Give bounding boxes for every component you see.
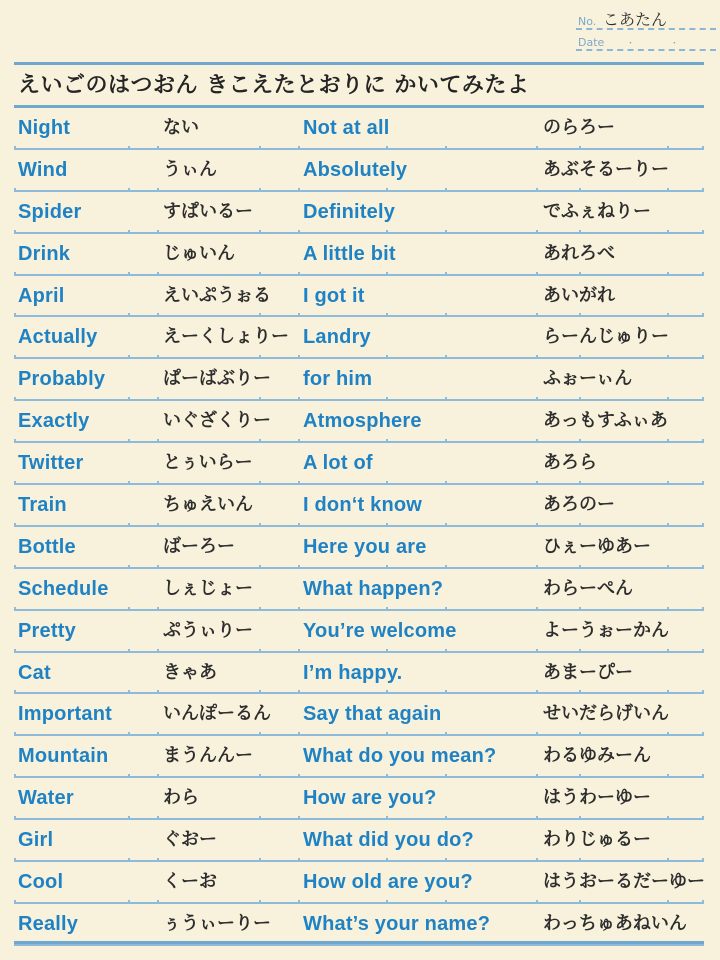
title-top-rule bbox=[14, 62, 704, 65]
english-phrase: What did you do? bbox=[303, 829, 474, 852]
japanese-phrase-reading: のらろー bbox=[543, 117, 615, 138]
english-word: Probably bbox=[18, 368, 106, 391]
japanese-reading: いんぽーるん bbox=[163, 703, 271, 725]
japanese-reading: ばーろー bbox=[163, 535, 235, 557]
english-phrase: A little bit bbox=[303, 242, 396, 265]
japanese-reading: うぃん bbox=[163, 158, 217, 180]
japanese-phrase-reading: でふぇねりー bbox=[543, 200, 651, 222]
japanese-reading: ちゅえいん bbox=[163, 494, 253, 516]
japanese-reading: ぅうぃーりー bbox=[163, 912, 271, 934]
table-row bbox=[0, 611, 720, 653]
english-phrase: I got it bbox=[303, 284, 365, 307]
english-word: Drink bbox=[18, 242, 71, 265]
japanese-phrase-reading: よーうぉーかん bbox=[543, 619, 669, 641]
english-phrase: Absolutely bbox=[303, 158, 408, 181]
number-value: こあたん bbox=[603, 10, 668, 29]
page-title: えいごのはつおん きこえたとおりに かいてみたよ bbox=[18, 73, 530, 98]
english-word: Mountain bbox=[18, 745, 109, 768]
japanese-reading: ぱーばぶりー bbox=[163, 368, 271, 390]
japanese-reading: きゃあ bbox=[163, 661, 217, 683]
japanese-phrase-reading: あまーぴー bbox=[543, 661, 633, 683]
date-label: Date bbox=[578, 36, 605, 49]
table-row bbox=[0, 904, 720, 946]
english-phrase: How old are you? bbox=[303, 871, 473, 894]
english-word: Cool bbox=[18, 871, 64, 894]
japanese-reading: しぇじょー bbox=[163, 577, 253, 599]
english-phrase: What do you mean? bbox=[303, 745, 497, 768]
english-phrase: Atmosphere bbox=[303, 410, 422, 433]
date-line bbox=[576, 31, 716, 51]
english-word: Night bbox=[18, 117, 71, 139]
english-word: Girl bbox=[18, 829, 54, 852]
japanese-reading: まうんんー bbox=[163, 745, 253, 767]
notebook-meta bbox=[576, 6, 716, 52]
table-row bbox=[0, 778, 720, 820]
japanese-phrase-reading: ふぉーぃん bbox=[543, 368, 633, 390]
japanese-phrase-reading: あっもすふぃあ bbox=[543, 410, 668, 432]
english-word: April bbox=[18, 284, 65, 307]
japanese-reading: ぐおー bbox=[163, 829, 217, 851]
table-row bbox=[0, 527, 720, 569]
table-row bbox=[0, 359, 720, 401]
japanese-phrase-reading: わりじゅるー bbox=[543, 829, 651, 851]
japanese-reading: えいぷうぉる bbox=[163, 284, 271, 306]
japanese-phrase-reading: わらーぺん bbox=[543, 577, 633, 599]
table-row bbox=[0, 736, 720, 778]
english-word: Water bbox=[18, 787, 74, 810]
english-word: Bottle bbox=[18, 535, 76, 558]
english-word: Twitter bbox=[18, 452, 84, 475]
japanese-reading: えーくしょりー bbox=[163, 326, 289, 348]
english-phrase: You’re welcome bbox=[303, 619, 457, 642]
english-word: Really bbox=[18, 912, 79, 935]
english-phrase: What’s your name? bbox=[303, 912, 491, 935]
english-phrase: for him bbox=[303, 368, 373, 391]
bottom-rule bbox=[14, 941, 704, 944]
table-row bbox=[0, 317, 720, 359]
pronunciation-table bbox=[0, 108, 720, 946]
table-row bbox=[0, 108, 720, 150]
table-row bbox=[0, 150, 720, 192]
english-word: Schedule bbox=[18, 577, 109, 600]
japanese-reading: わら bbox=[163, 787, 199, 809]
table-row bbox=[0, 234, 720, 276]
table-row bbox=[0, 694, 720, 736]
table-row bbox=[0, 569, 720, 611]
table-row bbox=[0, 862, 720, 904]
japanese-phrase-reading: はうわーゆー bbox=[543, 787, 651, 809]
table-row bbox=[0, 192, 720, 234]
table-row bbox=[0, 820, 720, 862]
japanese-reading: ない bbox=[163, 117, 199, 138]
english-phrase: Landry bbox=[303, 326, 371, 349]
english-phrase: I don‘t know bbox=[303, 494, 423, 517]
japanese-reading: ぷうぃりー bbox=[163, 619, 253, 641]
english-phrase: Say that again bbox=[303, 703, 442, 726]
japanese-phrase-reading: あぶそるーりー bbox=[543, 158, 669, 180]
japanese-reading: いぐざくりー bbox=[163, 410, 271, 432]
japanese-phrase-reading: あいがれ bbox=[543, 284, 615, 306]
english-phrase: How are you? bbox=[303, 787, 437, 810]
english-phrase: I’m happy. bbox=[303, 661, 403, 684]
english-phrase: Here you are bbox=[303, 535, 427, 558]
table-row bbox=[0, 401, 720, 443]
english-word: Cat bbox=[18, 661, 51, 684]
japanese-reading: じゅいん bbox=[163, 242, 235, 264]
table-row bbox=[0, 443, 720, 485]
english-phrase: Definitely bbox=[303, 200, 396, 223]
japanese-phrase-reading: あろら bbox=[543, 452, 597, 474]
table-row bbox=[0, 653, 720, 695]
english-phrase: A lot of bbox=[303, 452, 373, 475]
date-dots: ・ ・ bbox=[626, 39, 695, 49]
table-row bbox=[0, 485, 720, 527]
english-word: Exactly bbox=[18, 410, 90, 433]
japanese-phrase-reading: せいだらげいん bbox=[543, 703, 669, 725]
japanese-reading: とぅいらー bbox=[163, 452, 253, 474]
japanese-phrase-reading: わっちゅあねいん bbox=[543, 912, 687, 934]
english-phrase: What happen? bbox=[303, 577, 444, 600]
japanese-phrase-reading: あれろべ bbox=[543, 242, 615, 264]
english-word: Wind bbox=[18, 158, 68, 181]
english-word: Pretty bbox=[18, 619, 76, 642]
number-label: No. bbox=[578, 15, 597, 28]
japanese-phrase-reading: らーんじゅりー bbox=[543, 326, 669, 348]
japanese-reading: すぱいるー bbox=[163, 200, 253, 222]
number-line bbox=[576, 6, 716, 30]
japanese-phrase-reading: わるゆみーん bbox=[543, 745, 651, 767]
english-word: Actually bbox=[18, 326, 98, 349]
japanese-reading: くーお bbox=[163, 871, 217, 893]
english-word: Spider bbox=[18, 200, 82, 223]
japanese-phrase-reading: はうおーるだーゆー bbox=[543, 871, 705, 893]
japanese-phrase-reading: あろのー bbox=[543, 494, 615, 516]
english-word: Train bbox=[18, 494, 67, 517]
table-row bbox=[0, 276, 720, 318]
english-word: Important bbox=[18, 703, 113, 726]
japanese-phrase-reading: ひぇーゆあー bbox=[543, 535, 651, 557]
english-phrase: Not at all bbox=[303, 117, 390, 139]
